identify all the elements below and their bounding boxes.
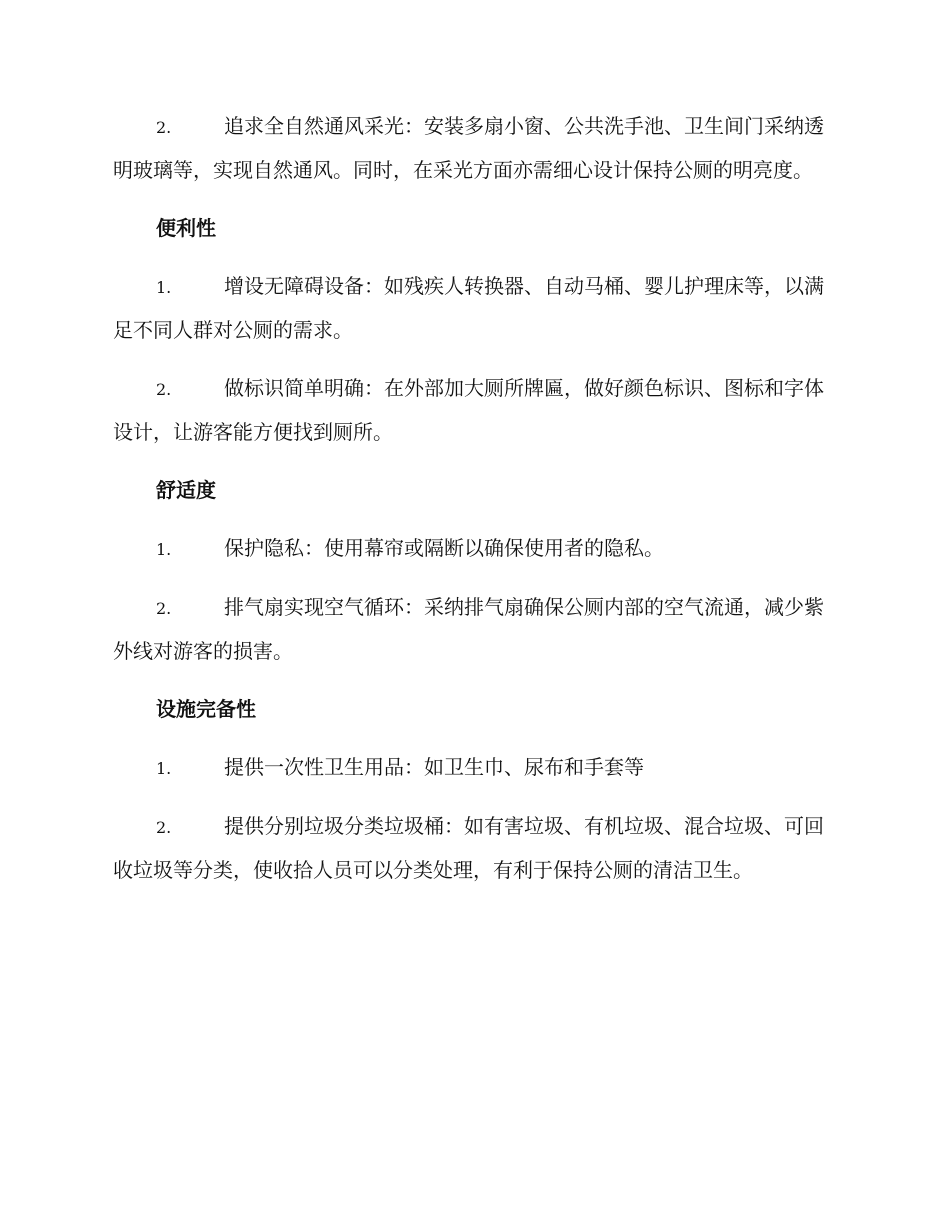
document-page [113,105,835,907]
section-heading: 舒适度 [156,478,216,502]
item-text: 提供分别垃圾分类垃圾桶：如有害垃圾、有机垃圾、混合垃圾、可回收垃圾等分类，使收拾人员可以分类处理，有利于保持公厕的清洁卫生。 [113,814,824,882]
list-item [113,265,835,352]
item-text: 提供一次性卫生用品：如卫生巾、尿布和手套等 [224,755,644,779]
item-text: 排气扇实现空气循环：采纳排气扇确保公厕内部的空气流通，减少紫外线对游客的损害。 [113,595,824,663]
item-number: 2. [156,818,172,837]
section-heading: 设施完备性 [156,697,256,721]
item-text: 追求全自然通风采光：安装多扇小窗、公共洗手池、卫生间门采纳透明玻璃等，实现自然通风。同时，在采光方面亦需细心设计保持公厕的明亮度。 [113,114,824,182]
list-item [113,105,835,192]
item-number: 2. [156,599,172,618]
item-number: 1. [156,759,172,778]
section-heading: 便利性 [156,216,216,240]
item-number: 2. [156,118,172,137]
list-item [113,527,835,571]
item-text: 做标识简单明确：在外部加大厕所牌匾，做好颜色标识、图标和字体设计，让游客能方便找到厕所。 [113,376,824,444]
item-number: 1. [156,278,172,297]
item-text: 增设无障碍设备：如残疾人转换器、自动马桶、婴儿护理床等，以满足不同人群对公厕的需求。 [113,274,824,342]
list-item [113,367,835,454]
list-item [113,746,835,790]
list-item [113,586,835,673]
item-number: 2. [156,380,172,399]
list-item [113,805,835,892]
item-text: 保护隐私：使用幕帘或隔断以确保使用者的隐私。 [224,536,664,560]
item-number: 1. [156,540,172,559]
